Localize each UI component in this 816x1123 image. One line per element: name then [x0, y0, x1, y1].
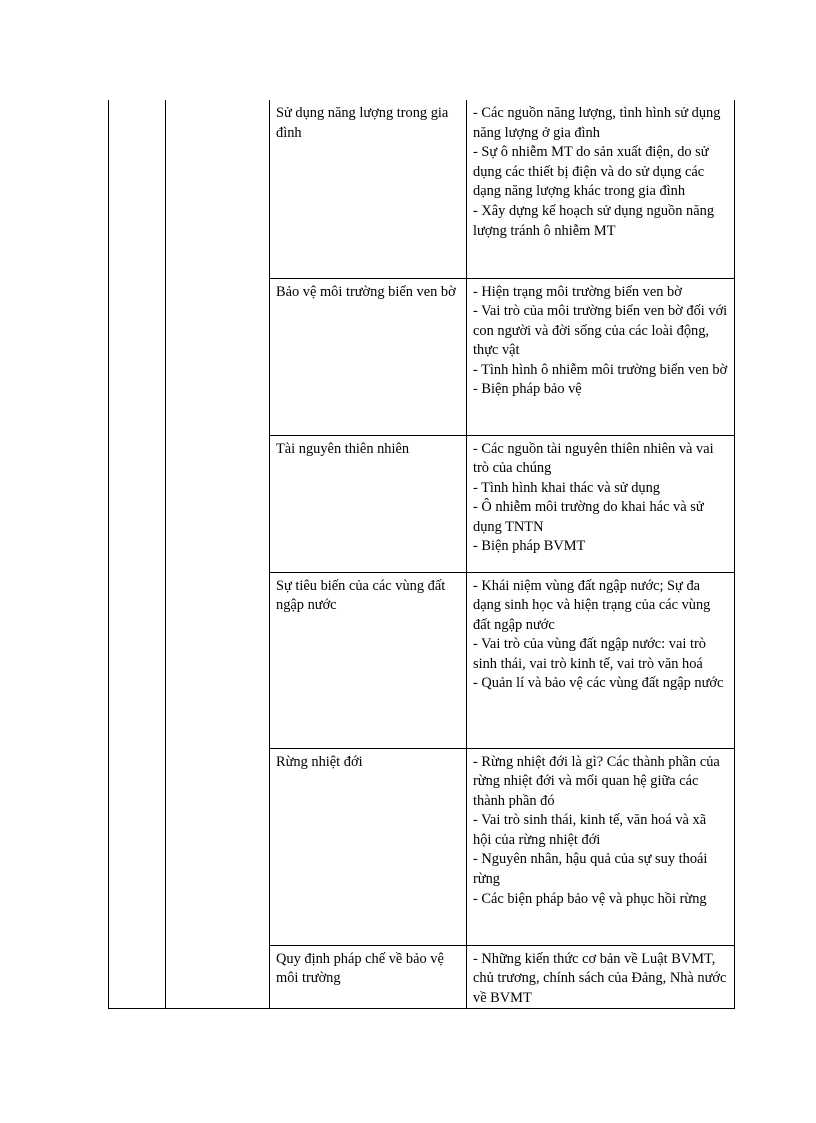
content-line: - Nguyên nhân, hậu quả của sự suy thoái rừng — [473, 851, 708, 888]
table-row — [109, 572, 735, 748]
empty-cell — [166, 435, 270, 572]
content-cell — [467, 572, 735, 748]
empty-cell — [166, 945, 270, 1009]
empty-cell — [109, 945, 166, 1009]
topic-cell — [270, 748, 467, 945]
table-row — [109, 100, 735, 278]
content-line: - Các nguồn tài nguyên thiên nhiên và vai trò của chúng — [473, 440, 714, 477]
empty-cell — [109, 748, 166, 945]
content-line: - Tình hình ô nhiễm môi trường biển ven bờ — [473, 361, 728, 378]
empty-cell — [109, 278, 166, 435]
empty-cell — [166, 278, 270, 435]
topic-cell — [270, 278, 467, 435]
content-cell — [467, 748, 735, 945]
empty-cell — [109, 435, 166, 572]
content-line: - Hiện trạng môi trường biển ven bờ — [473, 283, 682, 300]
table-row — [109, 278, 735, 435]
empty-cell — [109, 100, 166, 278]
content-line: - Vai trò sinh thái, kinh tế, văn hoá và xã hội của rừng nhiệt đới — [473, 812, 707, 848]
empty-cell — [166, 572, 270, 748]
table-row — [109, 945, 735, 1009]
topic-text: Sự tiêu biến của các vùng đất ngập nước — [276, 577, 446, 614]
content-line: - Những kiến thức cơ bản về Luật BVMT, chủ trương, chính sách của Đảng, Nhà nước về BVMT — [473, 950, 727, 1006]
content-line: - Các nguồn năng lượng, tình hình sử dụng năng lượng ở gia đình — [473, 105, 721, 141]
content-line: - Biện pháp BVMT — [473, 538, 586, 555]
content-line: - Sự ô nhiễm MT do sản xuất điện, do sử dụng các thiết bị điện và do sử dụng các dạng năng lượng khác trong gia đình — [473, 144, 709, 200]
empty-cell — [109, 572, 166, 748]
content-line: - Vai trò của vùng đất ngập nước: vai trò sinh thái, vai trò kinh tế, vai trò văn hoá — [473, 636, 706, 672]
table-row — [109, 748, 735, 945]
content-line: - Các biện pháp bảo vệ và phục hồi rừng — [473, 890, 707, 907]
topic-cell — [270, 572, 467, 748]
content-line: - Ô nhiễm môi trường do khai hác và sử dụng TNTN — [473, 499, 704, 535]
table-row — [109, 435, 735, 572]
content-cell — [467, 278, 735, 435]
content-line: - Quản lí và bảo vệ các vùng đất ngập nước — [473, 675, 724, 692]
topic-cell — [270, 100, 467, 278]
content-line: - Xây dựng kế hoạch sử dụng nguồn năng lượng tránh ô nhiễm MT — [473, 202, 715, 239]
topic-cell — [270, 945, 467, 1009]
topic-text: Bảo vệ môi trường biển ven bờ — [276, 283, 456, 300]
content-line: - Tình hình khai thác và sử dụng — [473, 479, 660, 496]
topic-text: Sử dụng năng lượng trong gia đình — [276, 105, 449, 141]
empty-cell — [166, 100, 270, 278]
topic-text: Rừng nhiệt đới — [276, 753, 363, 770]
topic-text: Tài nguyên thiên nhiên — [276, 440, 410, 457]
content-cell — [467, 435, 735, 572]
content-cell — [467, 945, 735, 1009]
content-line: - Rừng nhiệt đới là gì? Các thành phần của rừng nhiệt đới và mối quan hệ giữa các thành phần đó — [473, 753, 720, 809]
content-line: - Vai trò của môi trường biển ven bờ đối với con người và đời sống của các loài động, thực vật — [473, 303, 728, 359]
content-cell — [467, 100, 735, 278]
topic-text: Quy định pháp chế về bảo vệ môi trường — [276, 950, 444, 987]
empty-cell — [166, 748, 270, 945]
topic-cell — [270, 435, 467, 572]
content-line: - Biện pháp bảo vệ — [473, 381, 582, 398]
content-line: - Khái niệm vùng đất ngập nước; Sự đa dạng sinh học và hiện trạng của các vùng đất ngập nước — [473, 577, 711, 633]
curriculum-table — [108, 100, 735, 1009]
